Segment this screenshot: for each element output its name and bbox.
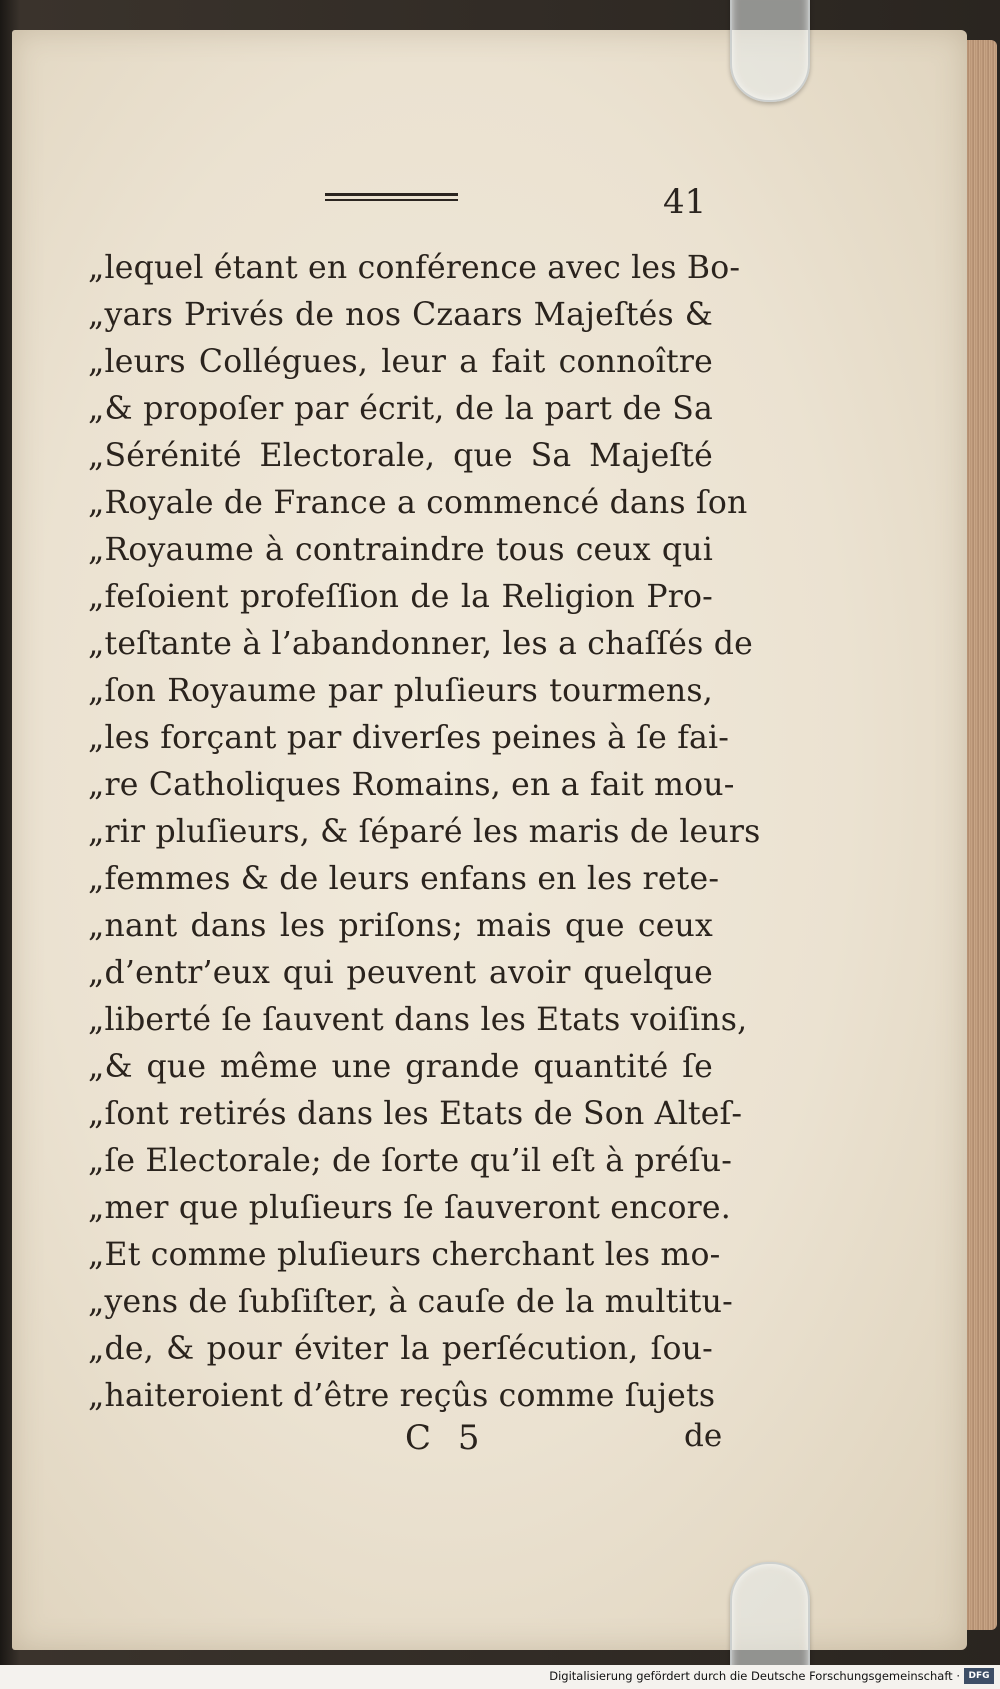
text-line: „feſoient profeſſion de la Religion Pro- [88, 579, 713, 615]
text-line: „femmes & de leurs enfans en les rete- [88, 861, 720, 897]
text-line: „ſon Royaume par pluſieurs tourmens, [88, 673, 713, 709]
text-line: „ſe Electorale; de ſorte qu’il eſt à préſu- [88, 1143, 733, 1179]
text-line: „re Catholiques Romains, en a fait mou- [88, 767, 735, 803]
page-number: 41 [663, 182, 707, 222]
body-text [88, 245, 761, 1420]
text-line: „haiteroient d’être reçûs comme ſujets [88, 1378, 716, 1414]
text-line: „mer que pluſieurs ſe ſauveront encore. [88, 1190, 731, 1226]
text-line: „Royale de France a commencé dans ſon [88, 485, 748, 521]
text-line: „les forçant par diverſes peines à ſe fai- [88, 720, 730, 756]
text-line: „yens de ſubſiſter, à cauſe de la multitu- [88, 1284, 733, 1320]
text-line: „teſtante à l’abandonner, les a chaſſés de [88, 626, 753, 662]
page-clip-top [730, 0, 810, 102]
text-line: „nant dans les priſons; mais que ceux [88, 908, 713, 944]
footer-bar [0, 1665, 1000, 1689]
header-rule [325, 193, 458, 201]
text-line: „lequel étant en conférence avec les Bo- [88, 250, 741, 286]
text-line: „ſont retirés dans les Etats de Son Alteſ- [88, 1096, 743, 1132]
digitization-credit: Digitalisierung gefördert durch die Deutsche Forschungsgemeinschaft · [549, 1669, 960, 1683]
text-line: „Sérénité Electorale, que Sa Majeſté [88, 438, 713, 474]
text-line: „liberté ſe ſauvent dans les Etats voiſins, [88, 1002, 748, 1038]
text-line: „yars Privés de nos Czaars Majeſtés & [88, 297, 713, 333]
dfg-logo: DFG [964, 1668, 994, 1684]
text-line: „d’entr’eux qui peuvent avoir quelque [88, 955, 713, 991]
text-line: „& propoſer par écrit, de la part de Sa [88, 391, 713, 427]
text-line: „& que même une grande quantité ſe [88, 1049, 713, 1085]
catchword: de [684, 1418, 723, 1454]
text-line: „rir pluſieurs, & ſéparé les maris de leurs [88, 814, 761, 850]
text-line: „Royaume à contraindre tous ceux qui [88, 532, 713, 568]
text-line: „Et comme pluſieurs cherchant les mo- [88, 1237, 721, 1273]
text-line: „leurs Collégues, leur a fait connoître [88, 344, 713, 380]
signature-mark: C 5 [405, 1418, 488, 1458]
text-line: „de, & pour éviter la perſécution, ſou- [88, 1331, 713, 1367]
page-edge [965, 40, 997, 1630]
